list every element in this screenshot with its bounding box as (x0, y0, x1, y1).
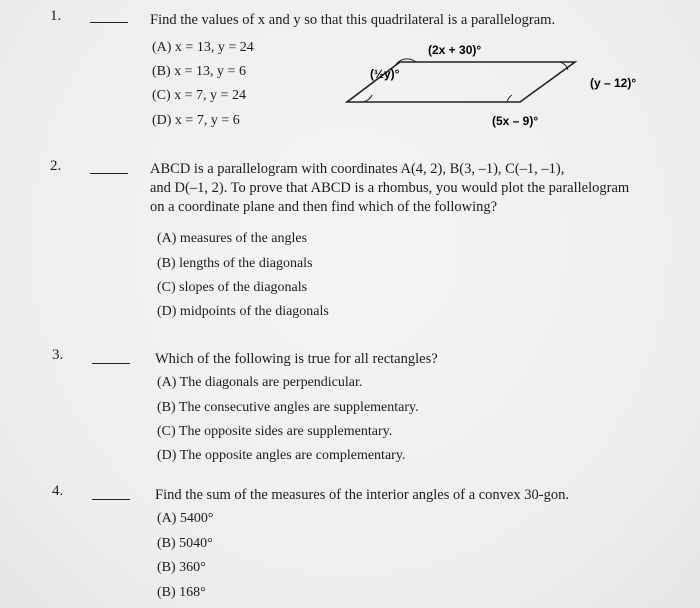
q2-option-b: (B) lengths of the diagonals (157, 256, 313, 271)
q3-option-a: (A) The diagonals are perpendicular. (157, 375, 363, 390)
angle-arc-bottom (507, 95, 512, 102)
answer-blank-3[interactable] (92, 363, 130, 364)
q1-option-b: (B) x = 13, y = 6 (152, 64, 246, 79)
question-2-line-1: ABCD is a parallelogram with coordinates A(4, 2), B(3, –1), C(–1, –1), (150, 161, 565, 177)
answer-blank-4[interactable] (92, 499, 130, 500)
answer-blank-1[interactable] (90, 22, 128, 23)
q4-option-b: (B) 5040° (157, 536, 213, 551)
question-3-number: 3. (52, 347, 64, 363)
answer-blank-2[interactable] (90, 173, 128, 174)
q4-option-c: (B) 360° (157, 560, 206, 575)
q3-option-d: (D) The opposite angles are complementary. (157, 448, 406, 463)
angle-arc-lower-left (362, 95, 372, 102)
label-top-angle: (2x + 30)° (428, 43, 482, 57)
question-3-text: Which of the following is true for all rectangles? (155, 351, 438, 367)
parallelogram-diagram (360, 40, 637, 130)
q4-option-d: (B) 168° (157, 585, 206, 600)
q2-option-c: (C) slopes of the diagonals (157, 280, 308, 295)
q3-option-c: (C) The opposite sides are supplementary. (157, 424, 393, 439)
q1-option-a: (A) x = 13, y = 24 (152, 40, 254, 55)
question-4-number: 4. (52, 483, 64, 499)
question-2-line-2: and D(–1, 2). To prove that ABCD is a rhombus, you would plot the parallelogram (150, 180, 630, 196)
q2-option-a: (A) measures of the angles (157, 231, 308, 246)
label-right-angle: (y – 12)° (590, 76, 637, 90)
q3-option-b: (B) The consecutive angles are supplementary. (157, 400, 419, 415)
q4-option-a: (A) 5400° (157, 511, 214, 526)
question-2-line-3: on a coordinate plane and then find which of the following? (150, 199, 498, 215)
question-1-text: Find the values of x and y so that this quadrilateral is a parallelogram. (150, 12, 556, 28)
q2-option-d: (D) midpoints of the diagonals (157, 304, 329, 319)
q1-option-d: (D) x = 7, y = 6 (152, 113, 240, 128)
label-left-angle: (½y)° (370, 67, 400, 81)
question-4-text: Find the sum of the measures of the interior angles of a convex 30-gon. (155, 487, 569, 503)
question-2-number: 2. (50, 158, 62, 174)
label-bottom-angle: (5x – 9)° (492, 114, 539, 128)
question-1-number: 1. (50, 8, 62, 24)
q1-option-c: (C) x = 7, y = 24 (152, 88, 246, 103)
